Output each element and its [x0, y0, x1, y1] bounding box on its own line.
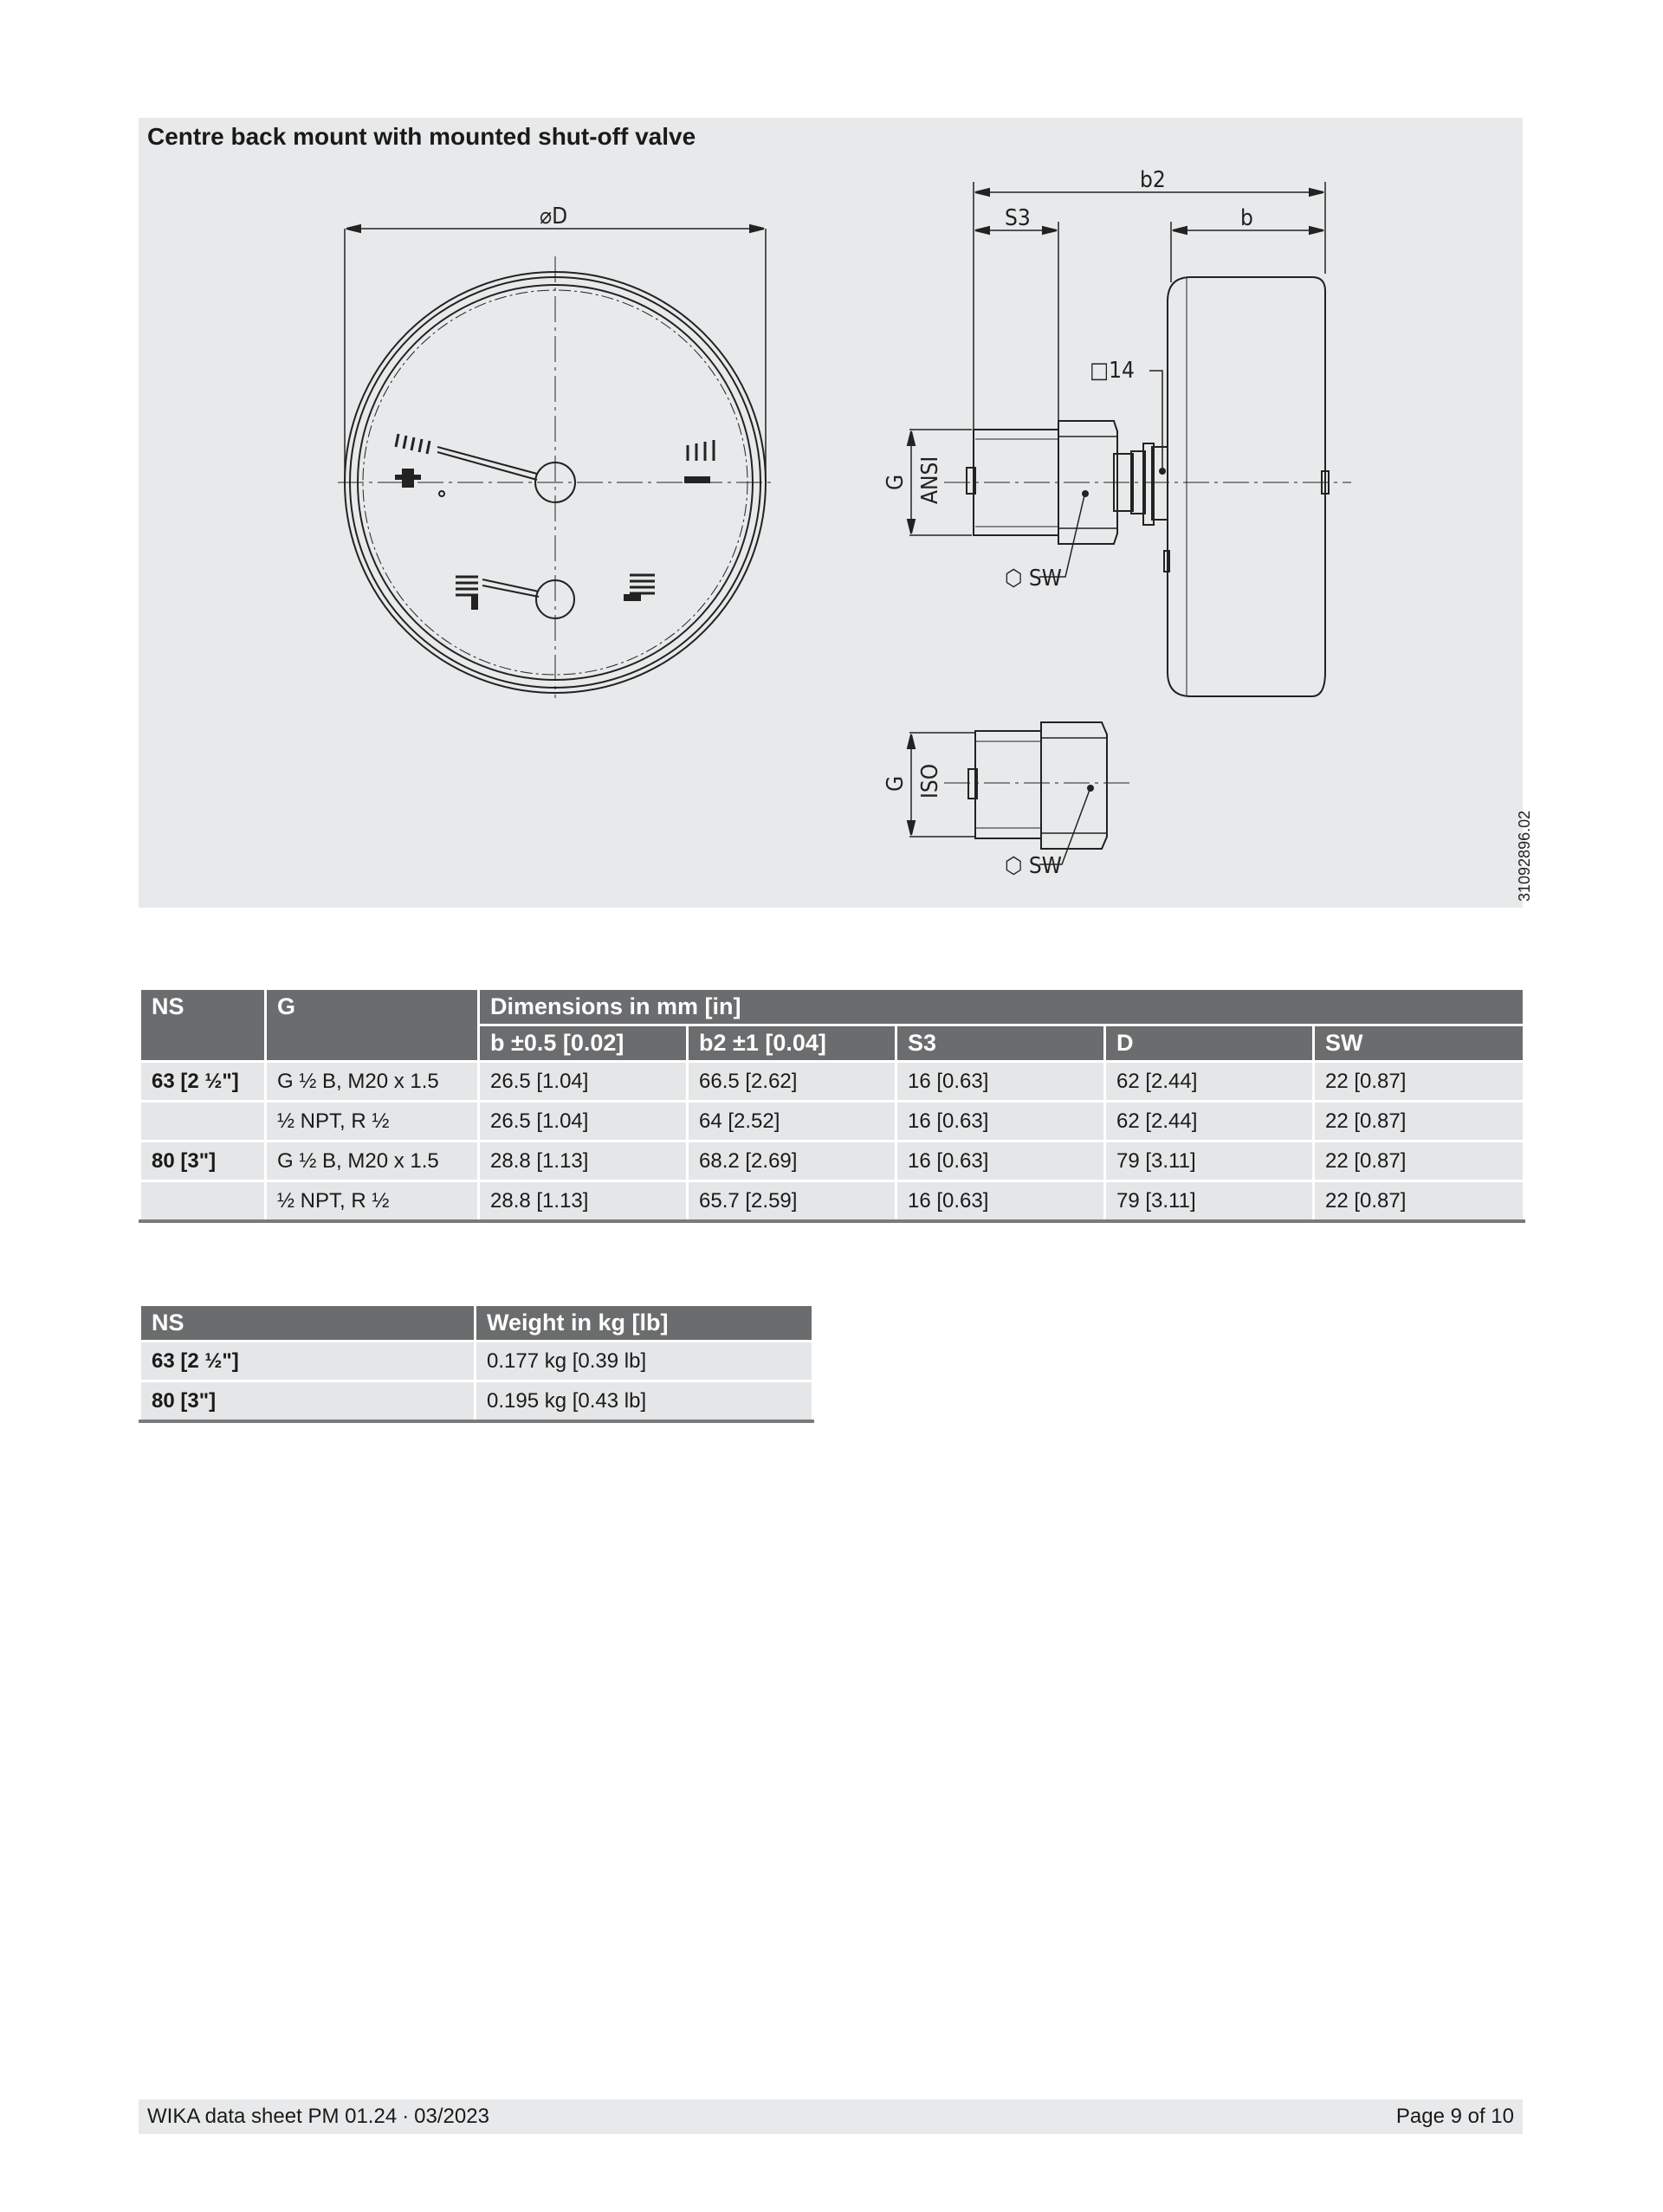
- table-row: [140, 1062, 1524, 1102]
- label-sw-top: ⬡ SW: [1005, 566, 1062, 592]
- header-b2: b2 ±1 [0.04]: [688, 1025, 896, 1062]
- header-b: b ±0.5 [0.02]: [479, 1025, 688, 1062]
- cell-b2: 65.7 [2.59]: [688, 1181, 896, 1222]
- header-ns: NS: [140, 1305, 476, 1342]
- label-b2: b2: [1140, 167, 1166, 193]
- cell-s3: 16 [0.63]: [896, 1102, 1105, 1142]
- weight-table: [139, 1303, 814, 1423]
- table-row: [140, 1181, 1524, 1222]
- cell-ns: [140, 1181, 266, 1222]
- header-d: D: [1105, 1025, 1314, 1062]
- header-ns: NS: [140, 989, 266, 1062]
- cell-ns: [140, 1102, 266, 1142]
- label-ansi: ANSI: [917, 456, 943, 504]
- cell-s3: 16 [0.63]: [896, 1181, 1105, 1222]
- cell-b: 28.8 [1.13]: [479, 1142, 688, 1181]
- cell-sw: 22 [0.87]: [1314, 1142, 1524, 1181]
- cell-b: 28.8 [1.13]: [479, 1181, 688, 1222]
- page-footer: [139, 2099, 1523, 2134]
- footer-page-number: Page 9 of 10: [1395, 2105, 1514, 2128]
- cell-sw: 22 [0.87]: [1314, 1102, 1524, 1142]
- cell-weight: 0.195 kg [0.43 lb]: [476, 1381, 813, 1422]
- table-row: [140, 1381, 813, 1422]
- table-row: [140, 1102, 1524, 1142]
- header-weight: Weight in kg [lb]: [476, 1305, 813, 1342]
- cell-b2: 68.2 [2.69]: [688, 1142, 896, 1181]
- label-s3: S3: [1005, 205, 1031, 231]
- figure-title: Centre back mount with mounted shut-off valve: [147, 123, 696, 150]
- header-s3: S3: [896, 1025, 1105, 1062]
- cell-ns: 80 [3"]: [140, 1381, 476, 1422]
- footer-document-id: WIKA data sheet PM 01.24 ∙ 03/2023: [147, 2105, 489, 2128]
- cell-sw: 22 [0.87]: [1314, 1181, 1524, 1222]
- cell-b2: 64 [2.52]: [688, 1102, 896, 1142]
- cell-ns: 63 [2 ½"]: [140, 1062, 266, 1102]
- drawing-code: 31092896.02: [1516, 810, 1533, 902]
- header-sw: SW: [1314, 1025, 1524, 1062]
- label-diameter: ⌀D: [540, 204, 568, 230]
- header-dimensions-group: Dimensions in mm [in]: [479, 989, 1524, 1025]
- cell-d: 79 [3.11]: [1105, 1181, 1314, 1222]
- dimensions-table: [139, 987, 1525, 1223]
- label-g-ansi: G: [883, 474, 909, 490]
- cell-weight: 0.177 kg [0.39 lb]: [476, 1342, 813, 1381]
- cell-d: 62 [2.44]: [1105, 1102, 1314, 1142]
- cell-g: ½ NPT, R ½: [266, 1102, 479, 1142]
- cell-g: G ½ B, M20 x 1.5: [266, 1142, 479, 1181]
- cell-b2: 66.5 [2.62]: [688, 1062, 896, 1102]
- cell-d: 79 [3.11]: [1105, 1142, 1314, 1181]
- table-row: [140, 1342, 813, 1381]
- cell-b: 26.5 [1.04]: [479, 1062, 688, 1102]
- technical-drawing-panel: [139, 118, 1533, 908]
- label-square14: □14: [1090, 358, 1135, 384]
- cell-g: ½ NPT, R ½: [266, 1181, 479, 1222]
- table-row: [140, 1142, 1524, 1181]
- label-sw-bottom: ⬡ SW: [1005, 853, 1062, 879]
- label-iso: ISO: [917, 763, 943, 799]
- dimension-drawing: [139, 118, 1523, 908]
- cell-s3: 16 [0.63]: [896, 1062, 1105, 1102]
- cell-b: 26.5 [1.04]: [479, 1102, 688, 1142]
- gauge-front-view: [338, 225, 773, 698]
- label-g-iso: G: [883, 775, 909, 792]
- cell-g: G ½ B, M20 x 1.5: [266, 1062, 479, 1102]
- cell-ns: 80 [3"]: [140, 1142, 266, 1181]
- gauge-side-view: [908, 182, 1351, 696]
- cell-ns: 63 [2 ½"]: [140, 1342, 476, 1381]
- cell-d: 62 [2.44]: [1105, 1062, 1314, 1102]
- cell-sw: 22 [0.87]: [1314, 1062, 1524, 1102]
- header-g: G: [266, 989, 479, 1062]
- cell-s3: 16 [0.63]: [896, 1142, 1105, 1181]
- label-b: b: [1240, 205, 1253, 231]
